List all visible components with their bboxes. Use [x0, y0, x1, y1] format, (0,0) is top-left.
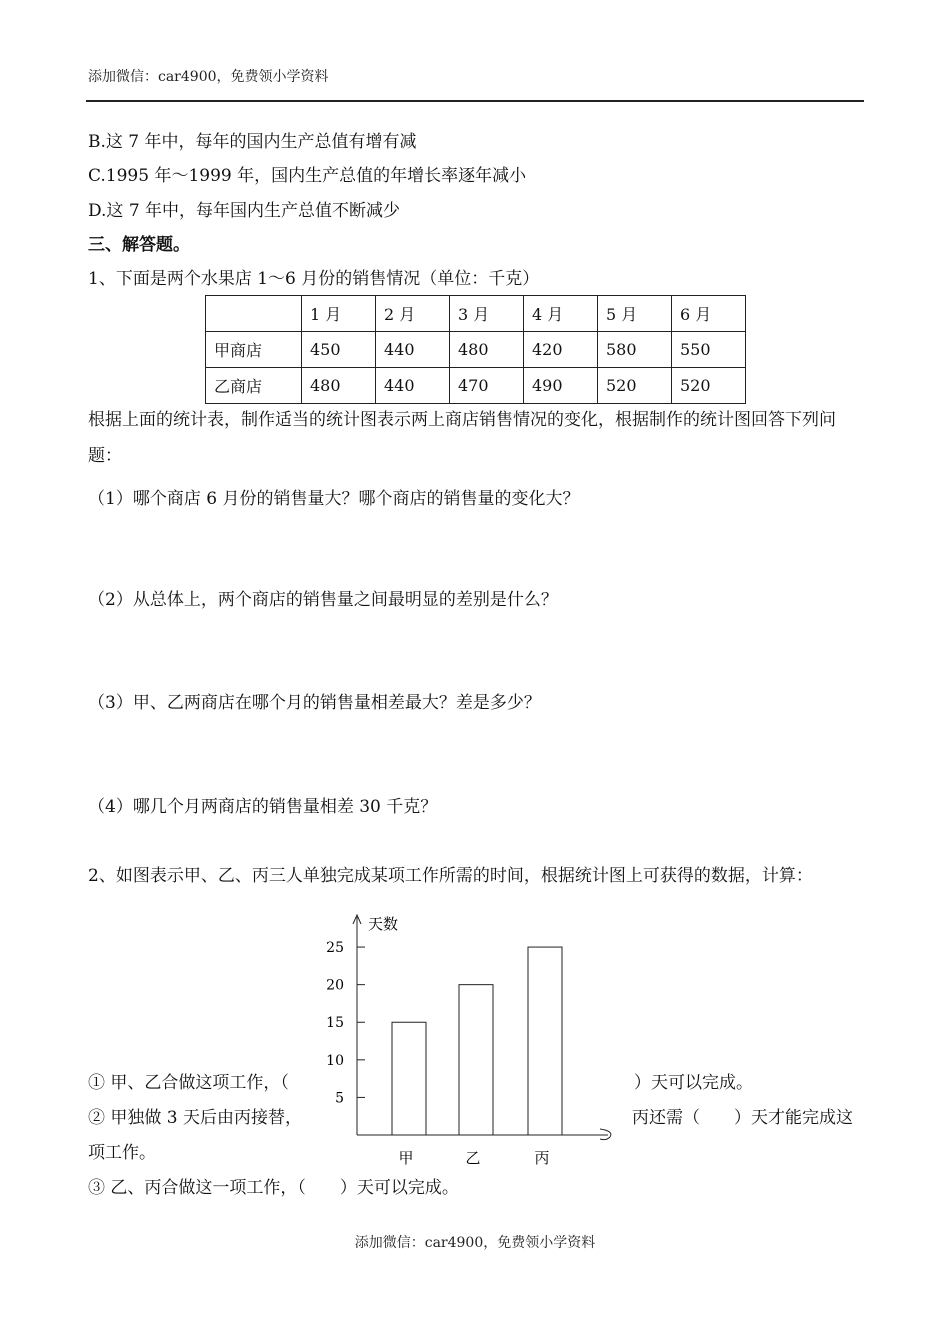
q2-item3: ③ 乙、丙合做这一项工作，（ ）天可以完成。 [88, 1178, 459, 1198]
header-note: 添加微信：car4900，免费领小学资料 [88, 69, 329, 85]
table-cell [206, 296, 302, 332]
table-cell: 6 月 [672, 296, 746, 332]
option-b: B.这 7 年中，每年的国内生产总值有增有减 [88, 132, 417, 152]
q2-item2-cont: 项工作。 [88, 1143, 156, 1163]
table-cell: 470 [450, 368, 524, 404]
table-header-row [206, 296, 746, 332]
sales-table [205, 295, 746, 404]
q1-sub4: （4）哪几个月两商店的销售量相差 30 千克？ [88, 797, 438, 817]
work-days-chart [300, 905, 630, 1175]
table-cell: 4 月 [524, 296, 598, 332]
section-title: 三、解答题。 [88, 235, 190, 255]
table-cell: 1 月 [302, 296, 376, 332]
y-tick-label: 5 [335, 1090, 344, 1107]
q1-instruction: 根据上面的统计表，制作适当的统计图表示两上商店销售情况的变化，根据制作的统计图回答下列问题： [88, 410, 836, 466]
table-cell: 440 [376, 332, 450, 368]
q1-sub3: （3）甲、乙两商店在哪个月的销售量相差最大？差是多少？ [88, 693, 541, 713]
table-cell: 440 [376, 368, 450, 404]
bar [459, 985, 493, 1135]
table-cell: 480 [302, 368, 376, 404]
y-axis [353, 915, 361, 1135]
table-cell: 550 [672, 332, 746, 368]
q2-item2-left: ② 甲独做 3 天后由丙接替， [88, 1108, 303, 1128]
table-cell: 420 [524, 332, 598, 368]
y-tick-label: 25 [326, 940, 344, 957]
table-cell: 3 月 [450, 296, 524, 332]
x-tick-label: 甲 [398, 1149, 414, 1167]
q1-sub1: （1）哪个商店 6 月份的销售量大？哪个商店的销售量的变化大？ [88, 489, 580, 509]
y-tick-label: 15 [326, 1015, 344, 1032]
footer-note: 添加微信：car4900，免费领小学资料 [354, 1235, 596, 1251]
header-rule [86, 100, 864, 102]
table-cell: 5 月 [598, 296, 672, 332]
table-cell: 450 [302, 332, 376, 368]
table-cell: 480 [450, 332, 524, 368]
table-cell: 甲商店 [206, 332, 302, 368]
x-tick-label: 丙 [534, 1149, 550, 1167]
table-cell: 2 月 [376, 296, 450, 332]
q2-intro: 2、如图表示甲、乙、丙三人单独完成某项工作所需的时间，根据统计图上可获得的数据，计算： [88, 866, 813, 886]
y-axis-label: 天数 [368, 915, 399, 933]
option-d: D.这 7 年中，每年国内生产总值不断减少 [88, 201, 401, 221]
q1-sub2: （2）从总体上，两个商店的销售量之间最明显的差别是什么？ [88, 590, 558, 610]
y-tick-label: 20 [326, 977, 344, 994]
q2-item1-left: ① 甲、乙合做这项工作，（ [88, 1073, 289, 1093]
table-row [206, 332, 746, 368]
table-cell: 520 [598, 368, 672, 404]
q2-item2-right: 丙还需（ ）天才能完成这 [632, 1108, 853, 1128]
q2-item1-right: ）天可以完成。 [634, 1073, 753, 1093]
q1-intro: 1、下面是两个水果店 1～6 月份的销售情况（单位：千克） [88, 269, 540, 289]
x-tick-label: 乙 [465, 1149, 481, 1167]
table-row [206, 368, 746, 404]
bar [392, 1022, 426, 1135]
y-tick-label: 10 [326, 1052, 344, 1069]
table-cell: 乙商店 [206, 368, 302, 404]
table-cell: 580 [598, 332, 672, 368]
table-cell: 520 [672, 368, 746, 404]
table-cell: 490 [524, 368, 598, 404]
bar [528, 947, 562, 1135]
option-c: C.1995 年～1999 年，国内生产总值的年增长率逐年减小 [88, 166, 527, 186]
